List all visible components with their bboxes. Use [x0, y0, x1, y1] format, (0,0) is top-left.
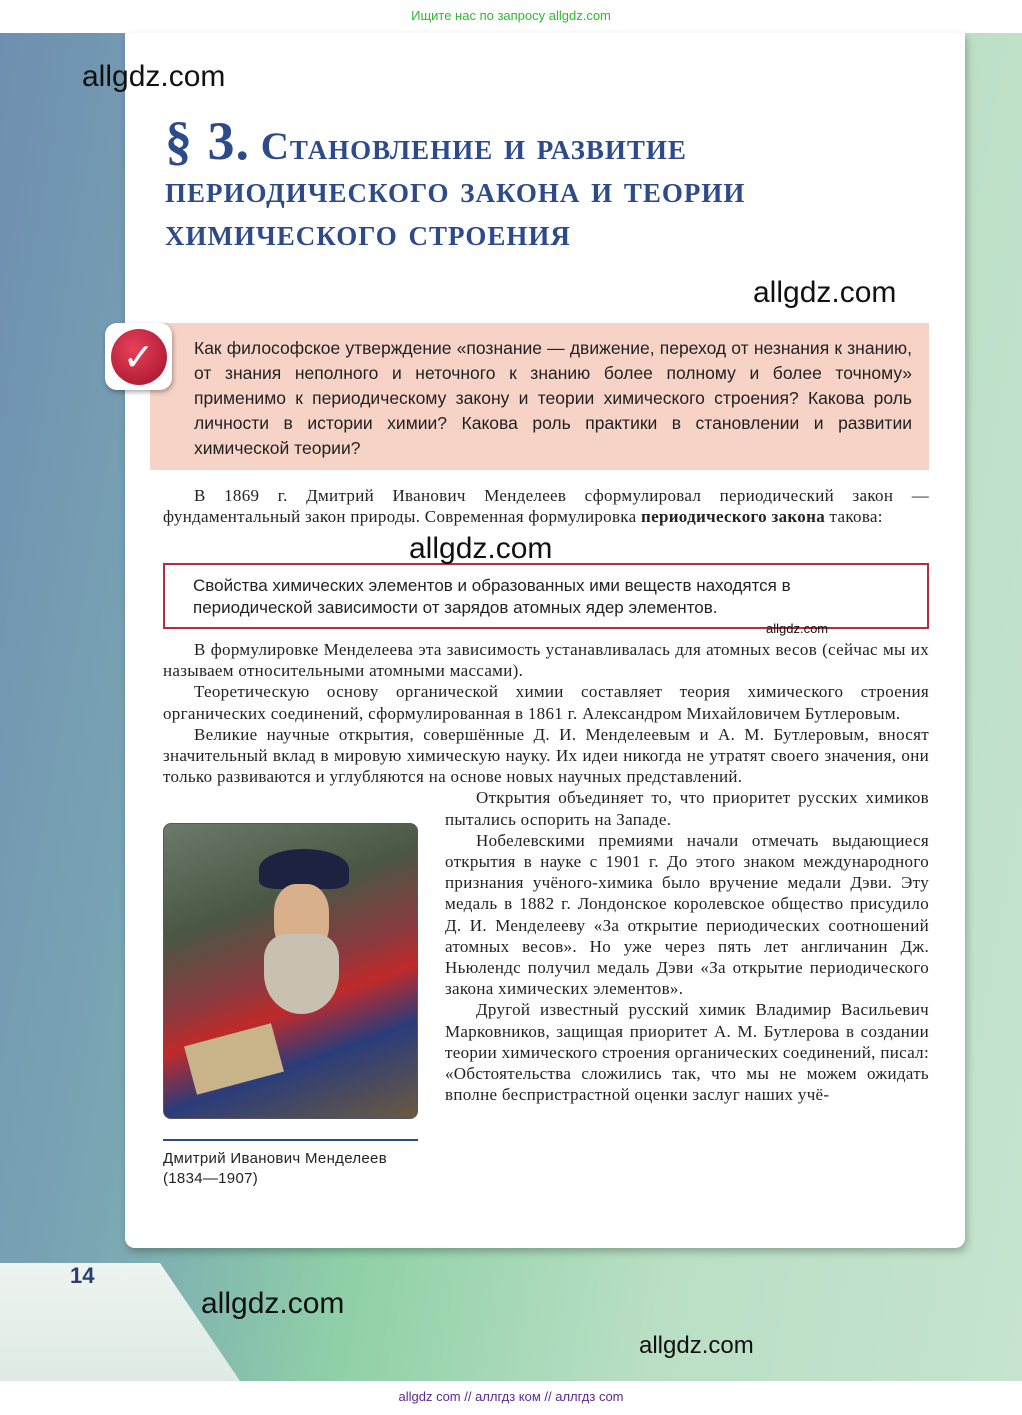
section-number: § 3.	[165, 111, 250, 171]
question-box	[150, 323, 929, 470]
main-text	[163, 639, 929, 1187]
paragraph: Нобелевскими премиями начали отмечать выдающиеся открытия в науке с 1901 г. До этого знаком международного признания учёного-химика было вручение медали Дэви. Эту медаль в 1882 г. Лондонское королевское общество присудило Д. И. Менделееву «За открытие периодических соотношений атомных весов». Но уже через пять лет англичанин Дж. Ньюлендс получил медаль Дэви «За открытие периодического закона химических элементов».	[445, 830, 929, 999]
watermark: allgdz.com	[766, 621, 829, 636]
paragraph: В формулировке Менделеева эта зависимость устанавливалась для атомных весов (сейчас мы их называем относительными атомными массами).	[163, 640, 929, 681]
intro-bold: периодического закона	[641, 507, 825, 527]
intro-tail: такова:	[825, 507, 883, 527]
background-shape	[0, 1263, 240, 1381]
law-text: Свойства химических элементов и образованных ими веществ находятся в периодической зависимости от зарядов атомных ядер элементов.	[193, 576, 791, 617]
watermark: allgdz.com	[82, 60, 226, 93]
intro-paragraph	[163, 485, 929, 527]
watermark: allgdz.com	[639, 1332, 754, 1359]
section-title	[165, 111, 925, 254]
watermark: allgdz.com	[201, 1287, 345, 1320]
watermark: allgdz.com	[409, 532, 553, 565]
mendeleev-portrait	[163, 823, 418, 1119]
intro-text: В 1869 г. Дмитрий Иванович Менделеев сформулировал периодический закон — фундаментальный закон природы. Современная формулировка	[163, 486, 929, 527]
page-number: 14	[70, 1263, 95, 1288]
checkmark-icon: ✓	[105, 323, 172, 390]
question-text: Как философское утверждение «познание — движение, переход от незнания к знанию, от знания неполного и неточного к знанию более полному и более точному» применимо к периодическому закону и теории химического строения? Какова роль личности в истории химии? Какова роль практики в становлении и развитии химической теории?	[194, 338, 912, 458]
top-banner[interactable]: Ищите нас по запросу allgdz.com	[411, 8, 611, 23]
paragraph: Теоретическую основу органической химии составляет теория химического строения органических соединений, сформулированная в 1861 г. Александром Михайловичем Бутлеровым.	[163, 682, 929, 723]
paragraph: Другой известный русский химик Владимир Васильевич Марковников, защищая приоритет А. М. Бутлерова в создании теории химического строения органических соединений, писал: «Обстоятельства сложились так, что мы не можем ожидать вполне беспристрастной оценки заслуг наших учё-	[445, 1000, 929, 1105]
figure-caption: Дмитрий Иванович Менделеев (1834—1907)	[163, 1139, 418, 1189]
paragraph: Великие научные открытия, совершённые Д. И. Менделеевым и А. М. Бутлеровым, вносят значительный вклад в мировую химическую науку. Их идеи никогда не утратят своего значения, они только развиваются и углубляются на основе новых научных представлений.	[163, 724, 929, 787]
law-box	[163, 563, 929, 629]
figure	[163, 787, 445, 1187]
section-title-text: Становление и развитие периодического закона и теории химического строения	[165, 125, 746, 254]
footer-links[interactable]: allgdz com // аллгдз ком // аллгдз com	[398, 1389, 624, 1404]
paragraph: Открытия объединяет то, что приоритет русских химиков пытались оспорить на Западе.	[445, 788, 929, 829]
watermark: allgdz.com	[753, 276, 897, 309]
